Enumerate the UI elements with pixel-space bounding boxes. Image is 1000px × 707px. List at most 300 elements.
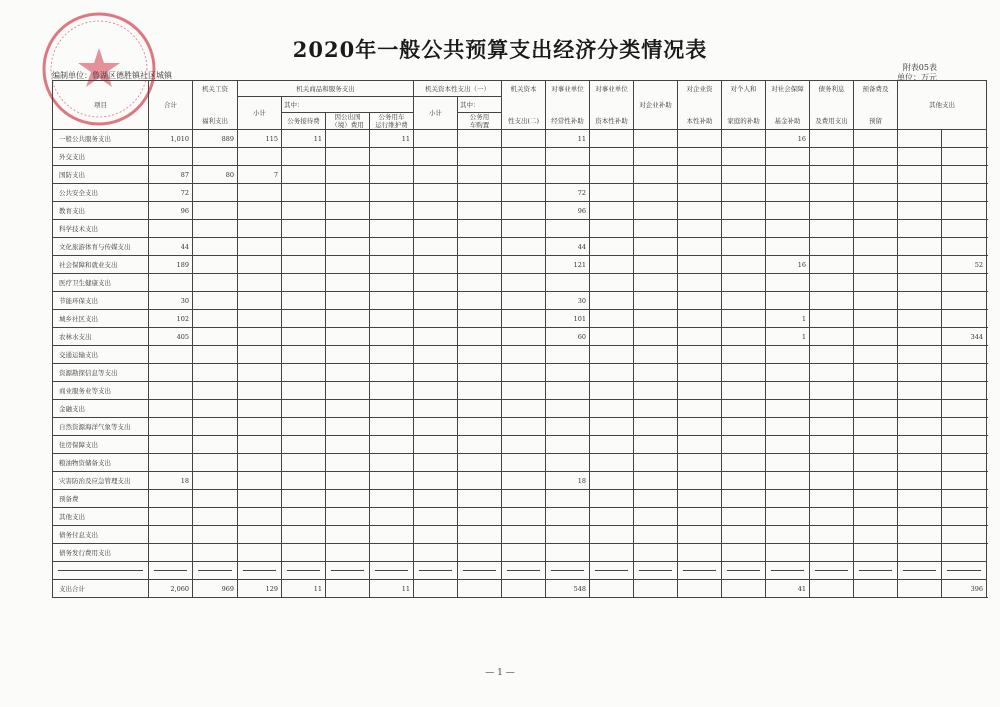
cell-value <box>414 148 458 166</box>
header-total: 合计 <box>149 81 193 130</box>
cell-value <box>149 436 193 454</box>
cell-value <box>238 508 282 526</box>
cell-value <box>193 364 238 382</box>
divider-cell <box>53 562 149 580</box>
cell-value <box>458 130 502 148</box>
cell-value <box>722 490 766 508</box>
table-row <box>53 364 987 382</box>
cell-value <box>810 580 854 598</box>
cell-value <box>193 310 238 328</box>
cell-value <box>634 364 678 382</box>
header-capital2-top: 机关资本 <box>502 81 546 97</box>
table-row <box>53 202 987 220</box>
cell-value <box>854 166 898 184</box>
row-label: 支出合计 <box>53 580 149 598</box>
cell-value <box>282 184 326 202</box>
cell-value <box>590 256 634 274</box>
cell-value <box>149 220 193 238</box>
cell-value <box>678 238 722 256</box>
cell-value: 11 <box>370 130 414 148</box>
header-wage-top: 机关工资 <box>193 81 238 97</box>
cell-value <box>898 184 942 202</box>
row-label: 一般公共服务支出 <box>53 130 149 148</box>
cell-value <box>810 508 854 526</box>
cell-value <box>810 220 854 238</box>
cell-value <box>149 526 193 544</box>
header-social-spacer <box>766 97 810 113</box>
cell-value <box>634 130 678 148</box>
cell-value <box>634 328 678 346</box>
cell-value <box>370 346 414 364</box>
cell-value <box>370 400 414 418</box>
divider-line <box>595 570 628 571</box>
cell-value <box>678 526 722 544</box>
cell-value <box>898 220 942 238</box>
cell-value <box>546 508 590 526</box>
cell-value <box>502 346 546 364</box>
row-label: 外交支出 <box>53 148 149 166</box>
cell-value <box>502 454 546 472</box>
cell-value <box>546 526 590 544</box>
cell-value: 344 <box>942 328 987 346</box>
cell-value <box>854 310 898 328</box>
table-row <box>53 238 987 256</box>
row-label: 文化旅游体育与传媒支出 <box>53 238 149 256</box>
cell-value <box>898 256 942 274</box>
cell-value <box>326 220 370 238</box>
cell-value <box>370 508 414 526</box>
row-label: 医疗卫生健康支出 <box>53 274 149 292</box>
cell-value <box>590 310 634 328</box>
cell-value <box>634 580 678 598</box>
cell-value <box>149 490 193 508</box>
cell-value <box>634 238 678 256</box>
cell-value <box>722 166 766 184</box>
cell-value <box>238 274 282 292</box>
row-label: 资源勘探信息等支出 <box>53 364 149 382</box>
table-row <box>53 274 987 292</box>
cell-value <box>766 526 810 544</box>
cell-value <box>370 256 414 274</box>
cell-value: 115 <box>238 130 282 148</box>
cell-value: 2,060 <box>149 580 193 598</box>
cell-value <box>546 274 590 292</box>
row-label: 债务付息支出 <box>53 526 149 544</box>
cell-value <box>766 184 810 202</box>
divider-line <box>507 570 540 571</box>
cell-value <box>458 508 502 526</box>
cell-value <box>678 220 722 238</box>
cell-value <box>193 328 238 346</box>
cell-value <box>238 544 282 562</box>
cell-value <box>898 364 942 382</box>
table-row <box>53 472 987 490</box>
cell-value <box>458 202 502 220</box>
cell-value <box>678 544 722 562</box>
table-row <box>53 490 987 508</box>
cell-value <box>414 256 458 274</box>
cell-value <box>942 166 987 184</box>
cell-value: 11 <box>282 130 326 148</box>
cell-value <box>370 364 414 382</box>
cell-value <box>458 148 502 166</box>
cell-value <box>678 580 722 598</box>
cell-value: 87 <box>149 166 193 184</box>
cell-value <box>810 400 854 418</box>
cell-value: 16 <box>766 256 810 274</box>
cell-value <box>634 490 678 508</box>
cell-value <box>458 274 502 292</box>
cell-value <box>458 544 502 562</box>
cell-value <box>282 238 326 256</box>
table-row <box>53 256 987 274</box>
cell-value <box>546 418 590 436</box>
cell-value <box>326 166 370 184</box>
cell-value: 44 <box>149 238 193 256</box>
cell-value <box>634 292 678 310</box>
cell-value <box>370 220 414 238</box>
cell-value <box>458 346 502 364</box>
cell-value <box>590 274 634 292</box>
cell-value <box>810 148 854 166</box>
row-label: 社会保障和就业支出 <box>53 256 149 274</box>
cell-value <box>370 382 414 400</box>
cell-value <box>238 148 282 166</box>
cell-value <box>149 148 193 166</box>
compiling-unit: 编制单位：鲁湖区德胜镇社区城镇 <box>52 71 172 80</box>
cell-value <box>326 364 370 382</box>
cell-value: 18 <box>546 472 590 490</box>
cell-value <box>942 184 987 202</box>
cell-value <box>810 436 854 454</box>
divider-row <box>53 562 987 580</box>
cell-value <box>854 400 898 418</box>
cell-value <box>854 472 898 490</box>
cell-value <box>546 382 590 400</box>
header-vehicle: 公务用车 运行维护费 <box>370 113 414 130</box>
header-of-which: 其中： <box>282 97 414 113</box>
cell-value: 44 <box>546 238 590 256</box>
cell-value <box>678 418 722 436</box>
cell-value <box>722 472 766 490</box>
cell-value <box>326 310 370 328</box>
cell-value <box>458 328 502 346</box>
cell-value <box>590 436 634 454</box>
cell-value <box>326 400 370 418</box>
cell-value <box>282 346 326 364</box>
header-personal-spacer <box>722 97 766 113</box>
header-social-bottom: 基金补助 <box>766 113 810 130</box>
cell-value <box>810 184 854 202</box>
cell-value <box>149 346 193 364</box>
cell-value <box>722 526 766 544</box>
divider-line <box>771 570 804 571</box>
cell-value <box>326 346 370 364</box>
cell-value <box>590 364 634 382</box>
cell-value <box>458 400 502 418</box>
cell-value: 41 <box>766 580 810 598</box>
cell-value <box>898 508 942 526</box>
row-label: 国防支出 <box>53 166 149 184</box>
cell-value <box>722 256 766 274</box>
cell-value <box>149 454 193 472</box>
cell-value: 18 <box>149 472 193 490</box>
cell-value <box>502 418 546 436</box>
page-number: — 1 — <box>485 668 515 678</box>
cell-value <box>326 544 370 562</box>
cell-value <box>414 436 458 454</box>
table-row <box>53 130 987 148</box>
cell-value <box>502 472 546 490</box>
cell-value <box>238 310 282 328</box>
cell-value <box>502 220 546 238</box>
cell-value <box>149 544 193 562</box>
table-row <box>53 328 987 346</box>
cell-value <box>810 130 854 148</box>
cell-value <box>810 382 854 400</box>
divider-cell <box>590 562 634 580</box>
cell-value <box>238 364 282 382</box>
cell-value <box>458 256 502 274</box>
divider-line <box>243 570 276 571</box>
cell-value <box>634 454 678 472</box>
cell-value <box>898 166 942 184</box>
cell-value <box>238 418 282 436</box>
cell-value: 96 <box>149 202 193 220</box>
cell-value <box>326 184 370 202</box>
cell-value <box>458 184 502 202</box>
divider-cell <box>149 562 193 580</box>
cell-value <box>149 364 193 382</box>
cell-value <box>414 166 458 184</box>
cell-value <box>458 292 502 310</box>
cell-value: 52 <box>942 256 987 274</box>
cell-value <box>193 274 238 292</box>
cell-value <box>678 346 722 364</box>
cell-value <box>370 166 414 184</box>
cell-value <box>590 148 634 166</box>
header-debt-spacer <box>810 97 854 113</box>
cell-value <box>766 274 810 292</box>
cell-value <box>678 382 722 400</box>
cell-value <box>370 526 414 544</box>
cell-value <box>502 310 546 328</box>
header-subtotal: 小计 <box>238 97 282 130</box>
cell-value <box>722 310 766 328</box>
cell-value <box>678 436 722 454</box>
cell-value <box>678 472 722 490</box>
cell-value <box>546 220 590 238</box>
cell-value <box>854 364 898 382</box>
cell-value <box>854 526 898 544</box>
cell-value <box>326 382 370 400</box>
cell-value <box>370 148 414 166</box>
cell-value <box>502 436 546 454</box>
cell-value <box>502 256 546 274</box>
header-subsidy-cap-bottom: 资本性补助 <box>590 113 634 130</box>
divider-cell <box>722 562 766 580</box>
header-other: 其他支出 <box>898 81 987 130</box>
cell-value <box>370 454 414 472</box>
divider-line <box>198 570 232 571</box>
cell-value <box>766 382 810 400</box>
expenditure-table <box>52 80 987 598</box>
cell-value <box>502 166 546 184</box>
cell-value <box>590 526 634 544</box>
cell-value <box>193 454 238 472</box>
cell-value <box>810 166 854 184</box>
cell-value <box>854 346 898 364</box>
cell-value <box>326 202 370 220</box>
row-label: 粮油物资储备支出 <box>53 454 149 472</box>
cell-value <box>942 310 987 328</box>
cell-value <box>326 130 370 148</box>
cell-value <box>502 274 546 292</box>
cell-value <box>942 436 987 454</box>
cell-value <box>149 274 193 292</box>
cell-value <box>898 274 942 292</box>
cell-value <box>854 184 898 202</box>
cell-value <box>282 328 326 346</box>
cell-value <box>458 472 502 490</box>
cell-value: 7 <box>238 166 282 184</box>
header-enterprise-cap-bottom: 本性补助 <box>678 113 722 130</box>
cell-value <box>458 238 502 256</box>
cell-value <box>678 166 722 184</box>
cell-value <box>282 544 326 562</box>
cell-value <box>326 472 370 490</box>
cell-value <box>898 148 942 166</box>
row-label: 节能环保支出 <box>53 292 149 310</box>
cell-value <box>282 472 326 490</box>
cell-value <box>634 418 678 436</box>
cell-value <box>942 490 987 508</box>
cell-value <box>193 256 238 274</box>
cell-value: 72 <box>149 184 193 202</box>
cell-value <box>942 400 987 418</box>
cell-value <box>942 508 987 526</box>
cell-value <box>766 238 810 256</box>
cell-value <box>193 436 238 454</box>
cell-value <box>238 346 282 364</box>
cell-value <box>326 436 370 454</box>
table-row <box>53 148 987 166</box>
cell-value <box>634 508 678 526</box>
divider-cell <box>193 562 238 580</box>
cell-value <box>678 256 722 274</box>
cell-value <box>766 508 810 526</box>
cell-value <box>370 436 414 454</box>
cell-value <box>458 220 502 238</box>
cell-value <box>370 202 414 220</box>
cell-value <box>193 148 238 166</box>
row-label: 金融支出 <box>53 400 149 418</box>
cell-value <box>282 508 326 526</box>
cell-value <box>854 274 898 292</box>
cell-value: 16 <box>766 130 810 148</box>
table-row <box>53 400 987 418</box>
divider-cell <box>942 562 987 580</box>
cell-value <box>898 526 942 544</box>
cell-value <box>766 220 810 238</box>
divider-cell <box>502 562 546 580</box>
cell-value <box>370 184 414 202</box>
cell-value <box>634 166 678 184</box>
cell-value <box>414 418 458 436</box>
cell-value <box>282 436 326 454</box>
cell-value: 1 <box>766 310 810 328</box>
header-social-top: 对社会保障 <box>766 81 810 97</box>
header-personal-bottom: 家庭的补助 <box>722 113 766 130</box>
cell-value <box>502 184 546 202</box>
cell-value: 30 <box>149 292 193 310</box>
cell-value <box>634 184 678 202</box>
cell-value <box>193 544 238 562</box>
cell-value <box>590 400 634 418</box>
cell-value <box>854 328 898 346</box>
cell-value <box>546 364 590 382</box>
cell-value <box>942 454 987 472</box>
cell-value <box>766 166 810 184</box>
header-office: 公务接待费 <box>282 113 326 130</box>
cell-value <box>414 274 458 292</box>
cell-value <box>678 400 722 418</box>
cell-value <box>942 202 987 220</box>
cell-value <box>546 436 590 454</box>
cell-value <box>942 130 987 148</box>
cell-value <box>238 454 282 472</box>
cell-value <box>898 130 942 148</box>
cell-value <box>282 274 326 292</box>
divider-cell <box>326 562 370 580</box>
cell-value <box>854 130 898 148</box>
cell-value <box>810 292 854 310</box>
cell-value <box>590 346 634 364</box>
header-wage-spacer <box>193 97 238 113</box>
table-row <box>53 292 987 310</box>
cell-value <box>326 238 370 256</box>
cell-value <box>546 454 590 472</box>
cell-value <box>458 454 502 472</box>
cell-value <box>634 436 678 454</box>
cell-value: 969 <box>193 580 238 598</box>
cell-value <box>414 292 458 310</box>
cell-value <box>282 454 326 472</box>
cell-value <box>810 364 854 382</box>
divider-line <box>419 570 452 571</box>
cell-value <box>414 130 458 148</box>
table-row <box>53 184 987 202</box>
cell-value <box>193 508 238 526</box>
cell-value <box>810 310 854 328</box>
cell-value <box>193 202 238 220</box>
row-label: 自然资源海洋气象等支出 <box>53 418 149 436</box>
row-label: 教育支出 <box>53 202 149 220</box>
cell-value <box>502 400 546 418</box>
cell-value <box>414 220 458 238</box>
row-label: 科学技术支出 <box>53 220 149 238</box>
cell-value <box>458 310 502 328</box>
header-reserve-spacer <box>854 97 898 113</box>
cell-value <box>370 490 414 508</box>
cell-value: 72 <box>546 184 590 202</box>
cell-value <box>722 400 766 418</box>
cell-value <box>722 418 766 436</box>
cell-value <box>282 418 326 436</box>
cell-value <box>898 472 942 490</box>
row-label: 城乡社区支出 <box>53 310 149 328</box>
cell-value <box>238 472 282 490</box>
